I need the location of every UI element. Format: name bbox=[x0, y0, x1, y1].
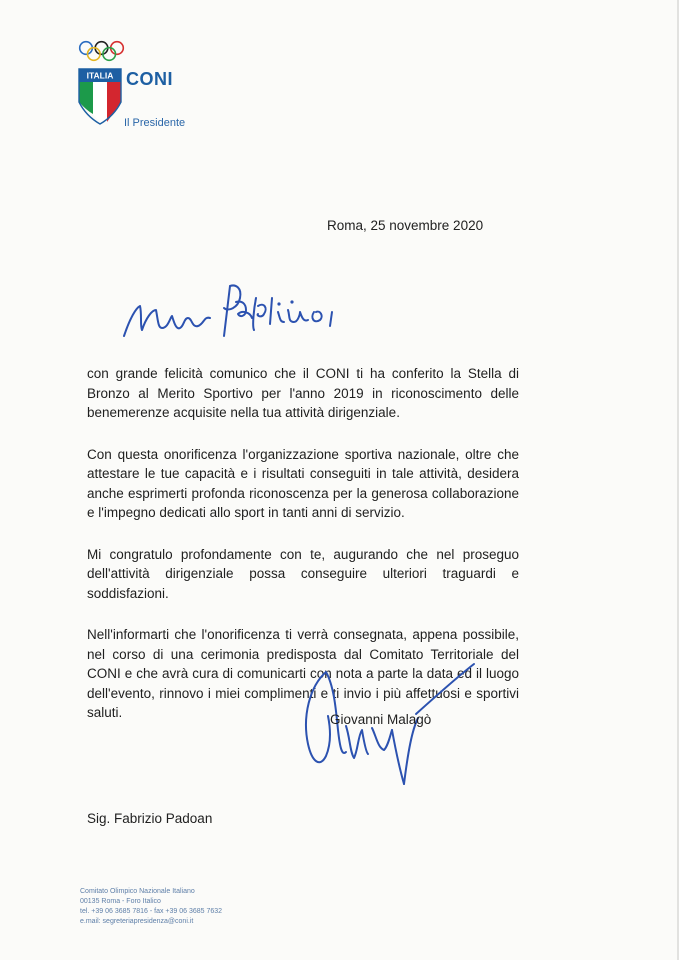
org-name: CONI bbox=[126, 69, 173, 89]
footer-org-line: Comitato Olimpico Nazionale Italiano bbox=[80, 888, 195, 895]
italia-shield-icon bbox=[78, 68, 122, 126]
footer-email-line: e.mail: segreteriapresidenza@coni.it bbox=[80, 918, 194, 925]
president-label: Il Presidente bbox=[124, 117, 186, 129]
footer-address-line: 00135 Roma - Foro Italico bbox=[80, 898, 161, 905]
date-line: Roma, 25 novembre 2020 bbox=[327, 218, 484, 233]
signatory-name: Giovanni Malagò bbox=[330, 712, 432, 727]
footer-phone-line: tel. +39 06 3685 7816 - fax +39 06 3685 7632 bbox=[80, 908, 223, 915]
handwritten-salutation bbox=[118, 278, 358, 350]
recipient-name: Sig. Fabrizio Padoan bbox=[87, 811, 213, 826]
body-paragraph: Mi congratulo profondamente con te, augurando che nel proseguo dell'attività dirigenziale possa conseguire ulteriori traguardi e soddisfazioni. bbox=[87, 546, 519, 601]
footer-address bbox=[80, 887, 222, 927]
body-paragraph: con grande felicità comunico che il CONI ti ha conferito la Stella di Bronzo al Merito Sportivo per l'anno 2019 in riconoscimento delle benemerenze acquisite nella tua attività dirigenziale. bbox=[87, 366, 519, 420]
body-paragraph: Nell'informarti che l'onorificenza ti verrà consegnata, appena possibile, nel corso di una cerimonia predisposta dal Comitato Territoriale del CONI e che avrà cura di comunicarti con nota a parte la data ed il luogo dell'evento, rinnovo i miei complimenti e ti invio i più affettuosi e sportivi saluti. bbox=[87, 627, 519, 720]
olympic-rings-icon bbox=[78, 40, 126, 62]
shield-badge-text: ITALIA bbox=[86, 70, 114, 81]
letterhead bbox=[74, 40, 214, 135]
body-paragraph: Con questa onorificenza l'organizzazione sportiva nazionale, oltre che attestare le tue capacità e i risultati conseguiti in tale attività, desidera anche esprimerti profonda riconoscenza per la generosa collaborazione e l'impegno dedicati allo sport in tanti anni di servizio. bbox=[87, 446, 519, 520]
